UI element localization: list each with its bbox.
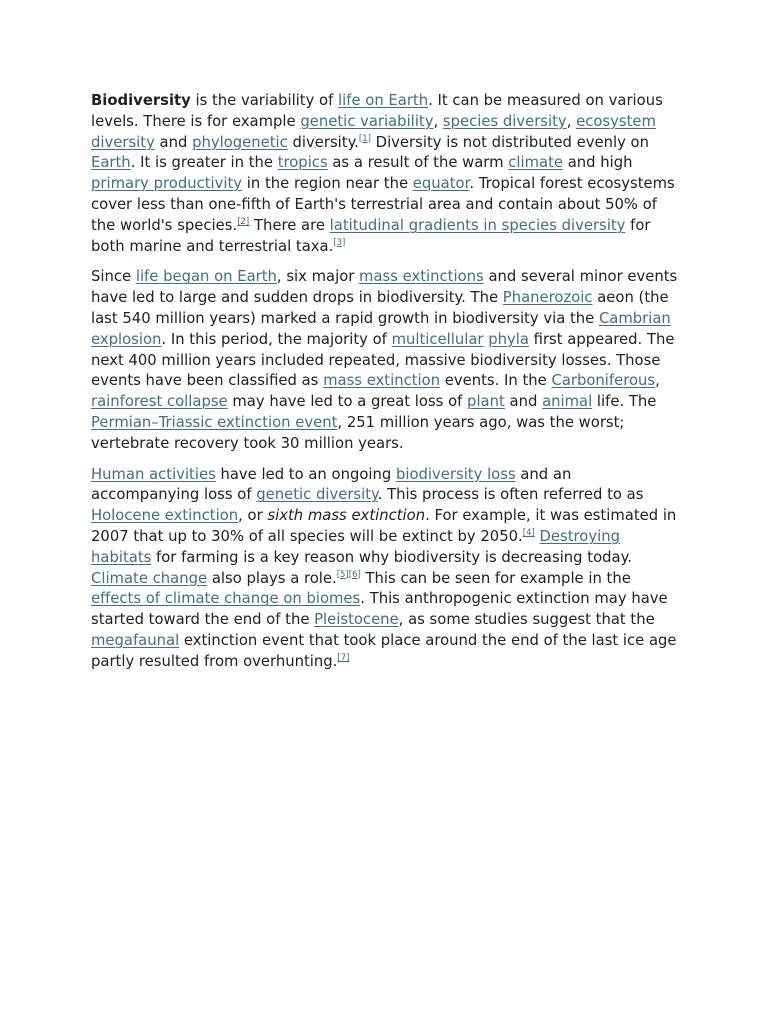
text: , six major (276, 268, 360, 286)
reference-link-3[interactable]: [3] (333, 237, 346, 248)
text: . In this period, the majority of (161, 330, 392, 348)
link-megafaunal[interactable]: megafaunal (91, 631, 180, 649)
link-life-on-earth[interactable]: life on Earth (338, 92, 429, 109)
link-phyla[interactable]: phyla (488, 330, 529, 348)
link-climate[interactable]: climate (508, 154, 563, 172)
text: , (655, 372, 660, 390)
link-effects-of-climate-change[interactable]: effects of climate change on biomes (91, 590, 361, 608)
text: This can be seen for example in the (360, 569, 631, 587)
text: and an accompanying loss of (91, 465, 572, 504)
link-destroying-habitats[interactable]: Destroying habitats (91, 527, 620, 566)
link-species-diversity[interactable]: species diversity (442, 112, 567, 130)
link-ecosystem-diversity[interactable]: ecosystem diversity (91, 112, 656, 151)
text: , or (238, 507, 268, 525)
text: also plays a role. (207, 569, 337, 587)
reference-link-6[interactable]: [6] (348, 569, 361, 580)
link-phanerozoic[interactable]: Phanerozoic (502, 289, 593, 307)
link-equator[interactable]: equator (412, 175, 470, 193)
text: , as some studies suggest that the (398, 611, 655, 629)
text: , (566, 112, 577, 130)
link-tropics[interactable]: tropics (277, 154, 328, 172)
text: life. The (592, 393, 657, 411)
reference-2 (237, 217, 249, 227)
link-carboniferous[interactable]: Carboniferous (551, 372, 656, 390)
text: . It can be measured on various levels. There is for example (91, 92, 663, 130)
link-human-activities[interactable]: Human activities (91, 465, 216, 483)
text: . It is greater in the (130, 154, 278, 172)
reference-4 (523, 528, 535, 538)
link-rainforest-collapse[interactable]: rainforest collapse (91, 393, 228, 411)
text: for both marine and terrestrial taxa. (91, 216, 651, 255)
text: and (504, 393, 543, 411)
link-latitudinal-gradients[interactable]: latitudinal gradients in species diversity (329, 216, 626, 234)
paragraph-intro (91, 91, 679, 257)
text: have led to an ongoing (215, 465, 396, 483)
text: Diversity is not distributed evenly on (370, 133, 649, 151)
link-mass-extinctions[interactable]: mass extinctions (359, 268, 484, 286)
text: may have led to a great loss of (227, 393, 468, 411)
link-earth[interactable]: Earth (91, 154, 131, 172)
link-genetic-variability[interactable]: genetic variability (300, 112, 434, 130)
link-genetic-diversity[interactable]: genetic diversity (256, 486, 378, 504)
text: and high (563, 154, 633, 172)
link-pleistocene[interactable]: Pleistocene (314, 611, 399, 629)
text: , (433, 112, 443, 130)
reference-link-4[interactable]: [4] (522, 527, 535, 538)
link-phylogenetic[interactable]: phylogenetic (192, 133, 288, 151)
article-subject-bold: Biodiversity (91, 92, 191, 109)
link-biodiversity-loss[interactable]: biodiversity loss (395, 465, 516, 483)
text: for farming is a key reason why biodiversity is decreasing today. (151, 548, 632, 566)
text: diversity. (287, 133, 359, 151)
article-body (91, 91, 679, 683)
reference-3 (333, 238, 345, 248)
text: events. In the (440, 372, 552, 390)
reference-7 (337, 653, 349, 663)
text: in the region near the (242, 175, 413, 193)
paragraph-human-impact (91, 465, 679, 673)
link-holocene-extinction[interactable]: Holocene extinction (91, 507, 239, 525)
reference-link-7[interactable]: [7] (337, 652, 350, 663)
link-primary-productivity[interactable]: primary productivity (91, 175, 243, 193)
text: and several minor events have led to large and sudden drops in biodiversity. The (91, 268, 678, 307)
link-cambrian-explosion[interactable]: Cambrian explosion (91, 309, 671, 348)
text: Since (91, 268, 136, 286)
text: , 251 million years ago, was the worst; vertebrate recovery took 30 million years. (91, 413, 625, 452)
text: . This process is often referred to as (377, 486, 644, 504)
link-multicellular[interactable]: multicellular (391, 330, 484, 348)
reference-link-2[interactable]: [2] (237, 216, 250, 227)
text: . This anthropogenic extinction may have started toward the end of the (91, 590, 668, 629)
paragraph-history (91, 267, 679, 454)
text: There are (249, 216, 330, 234)
italic-term: sixth mass extinction (267, 507, 426, 525)
text: as a result of the warm (327, 154, 509, 172)
text: . Tropical forest ecosystems cover less than one-fifth of Earth's terrestrial area and contain about 50% of the world's species. (91, 175, 675, 234)
reference-1 (359, 134, 371, 144)
link-permian-triassic-extinction[interactable]: Permian–Triassic extinction event (91, 413, 338, 431)
link-mass-extinction[interactable]: mass extinction (323, 372, 441, 390)
text: and (154, 133, 193, 151)
reference-5-6 (337, 570, 361, 580)
reference-link-1[interactable]: [1] (358, 133, 371, 144)
link-life-began-on-earth[interactable]: life began on Earth (135, 268, 277, 286)
text: . For example, it was estimated in 2007 that up to 30% of all species will be extinct by 2050. (91, 507, 677, 545)
text: first appeared. The next 400 million years included repeated, massive biodiversity losses. Those events have been classified as (91, 330, 675, 390)
text: extinction event that took place around the end of the last ice age partly resulted from overhunting. (91, 631, 677, 670)
link-animal[interactable]: animal (542, 393, 593, 411)
link-plant[interactable]: plant (467, 393, 505, 411)
text: aeon (the last 540 million years) marked a rapid growth in biodiversity via the (91, 289, 669, 327)
text: is the variability of (190, 92, 339, 109)
reference-link-5[interactable]: [5] (336, 569, 349, 580)
link-climate-change[interactable]: Climate change (91, 569, 208, 587)
